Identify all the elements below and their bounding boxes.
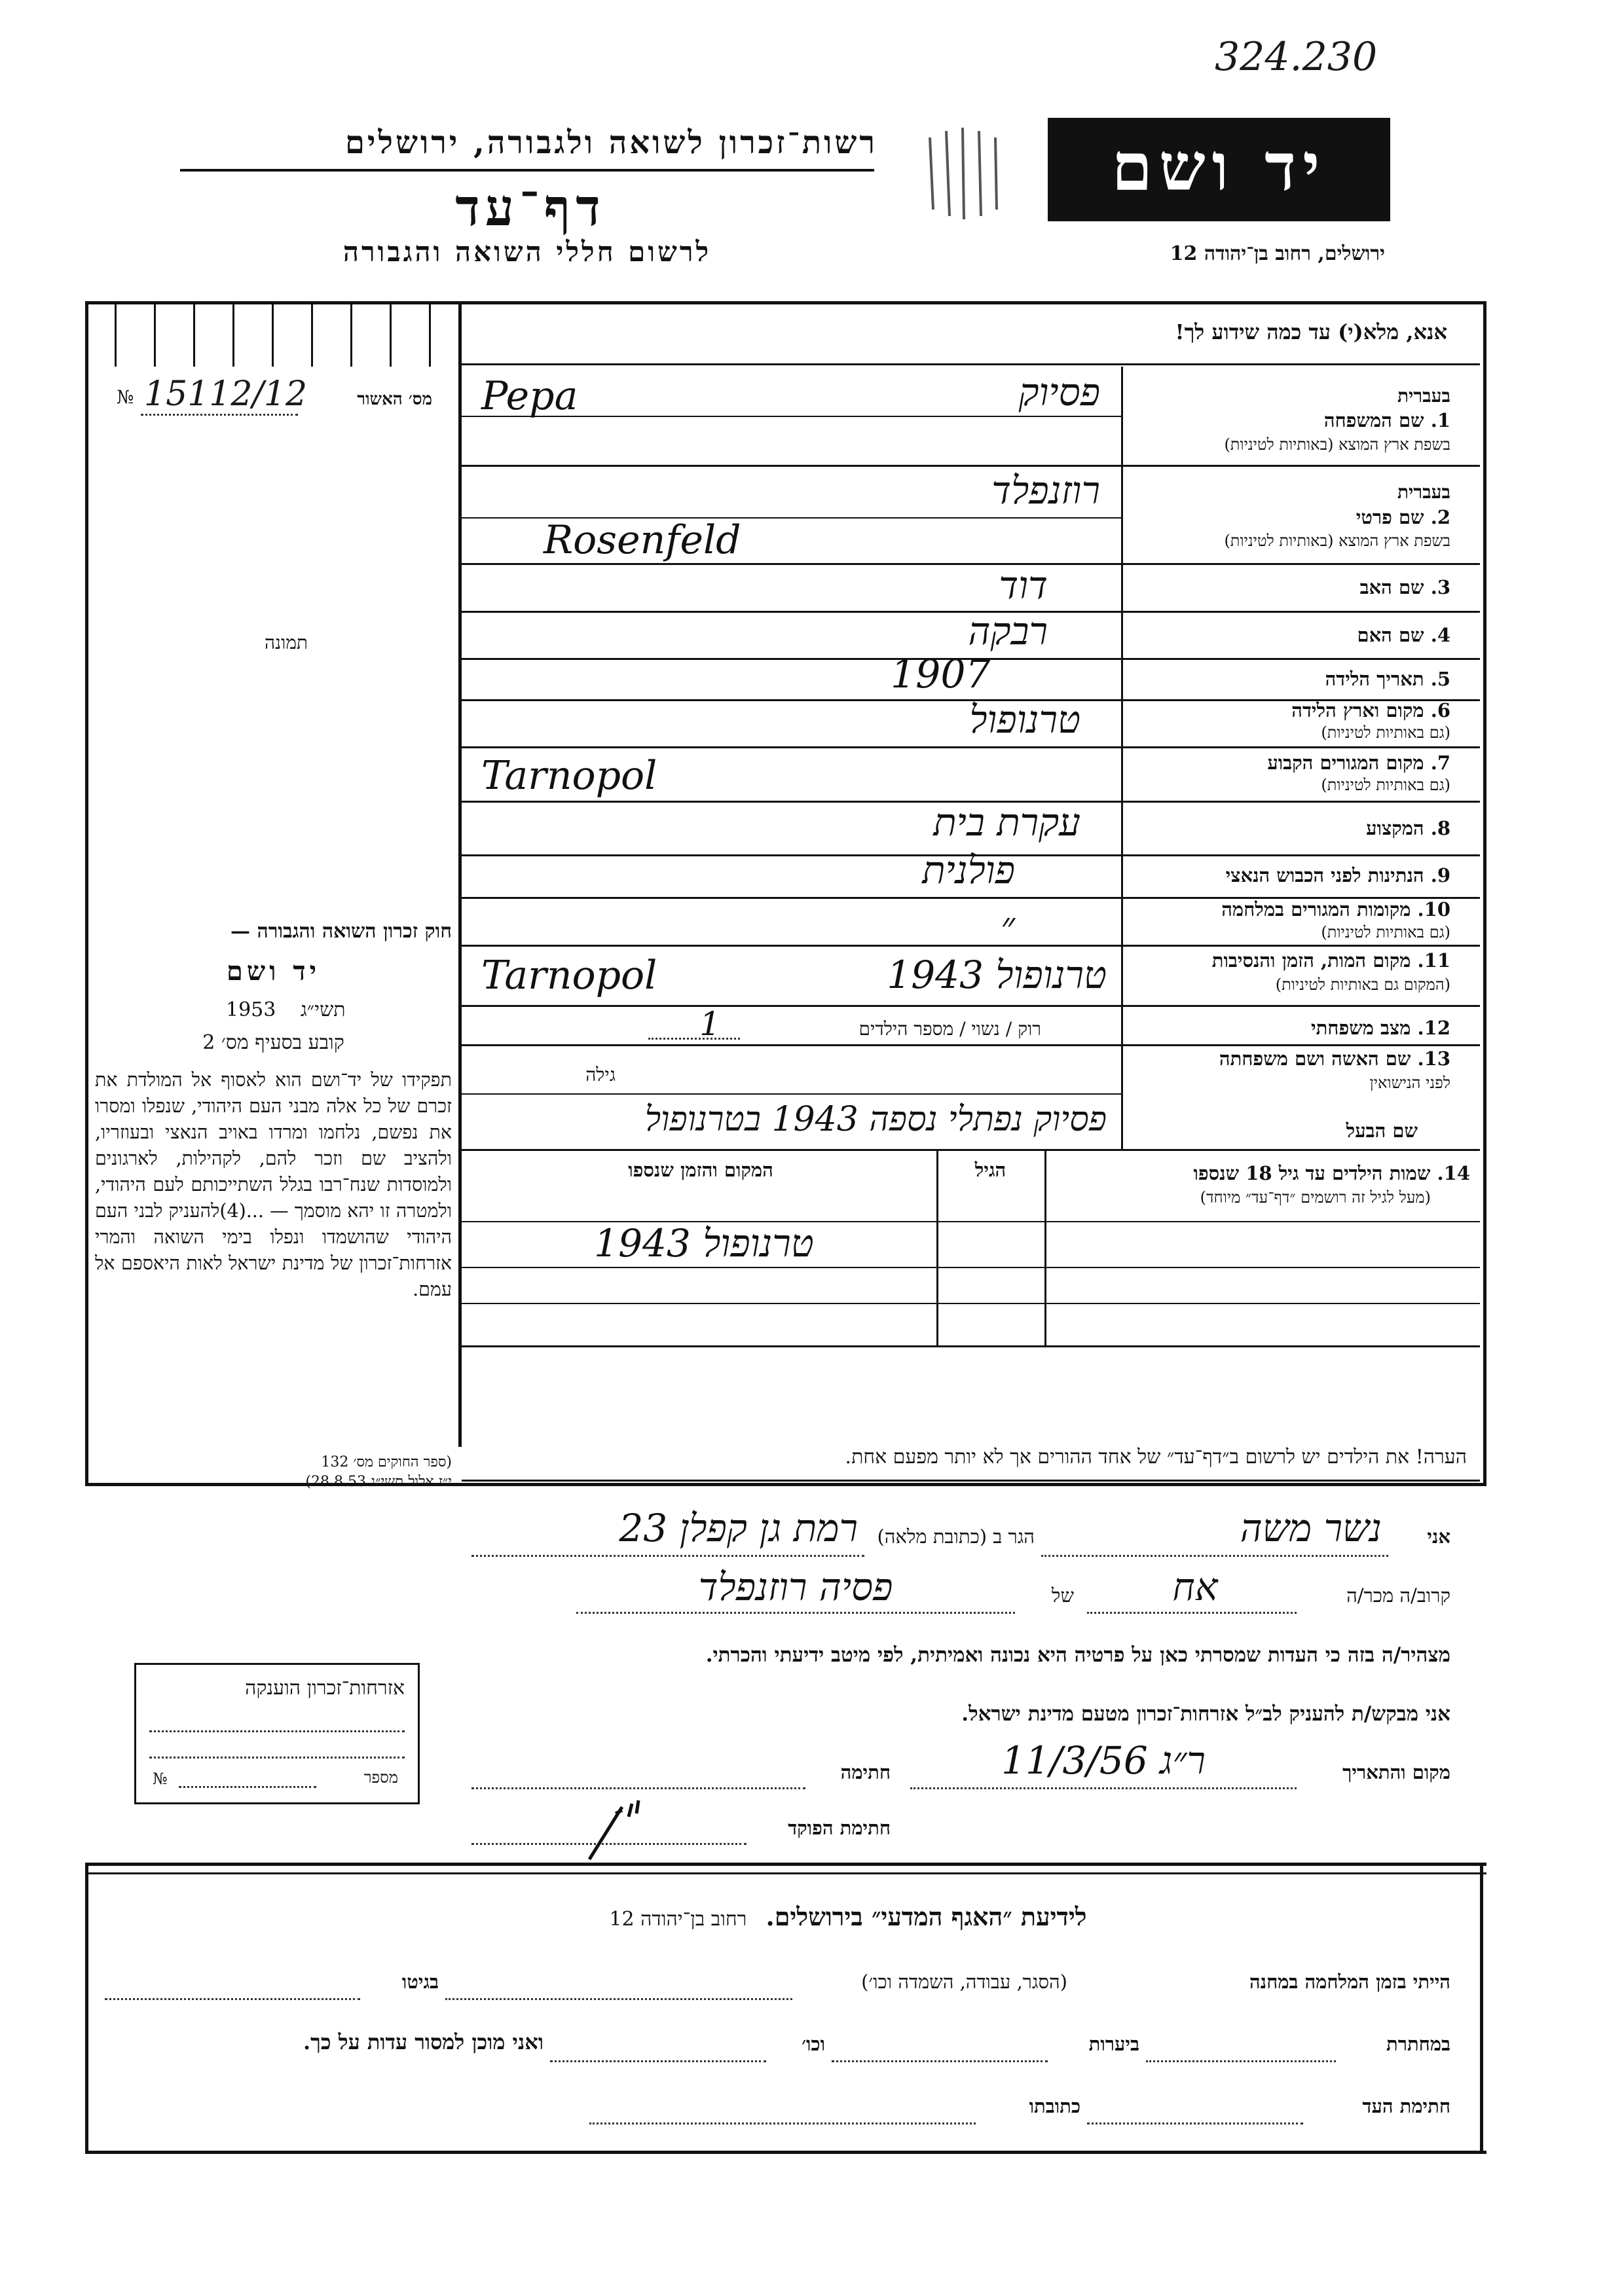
f1-latin-value: Pepa <box>481 373 578 419</box>
approval-no-symbol: № <box>117 386 134 408</box>
footer-line3-a: חתימת העד <box>1362 2095 1450 2117</box>
f12-children-value: 1 <box>699 1005 720 1043</box>
f14-hint: (מעל לגיל זה רושמים ״דף־עד״ מיוחד) <box>1200 1188 1431 1207</box>
f3-label: 3. שם האב <box>1359 576 1450 598</box>
f7-value: Tarnopol <box>481 753 657 799</box>
f3-value: דוד <box>999 563 1048 608</box>
f2-latin-value: Rosenfeld <box>544 517 741 563</box>
note-text: הערה! את הילדים יש לרשום ב״דף־עד״ של אחד ההורים אך לא יותר מפעם אחת. <box>845 1446 1467 1468</box>
f13-label: 13. שם האשה ושם משפחתה <box>1219 1048 1450 1070</box>
f2-latin-hint: בשפת ארץ המוצא (באותיות לטיניות) <box>1224 532 1450 550</box>
f14-age-header: הגיל <box>974 1159 1006 1181</box>
deceased-name: פסיה רוזנפלד <box>698 1565 893 1609</box>
photo-label: תמונה <box>264 632 308 653</box>
f4-label: 4. שם האם <box>1357 624 1450 646</box>
footer-line1-b: (הסגר, עבודה, השמדה וכו׳) <box>861 1971 1067 1993</box>
f12-label: 12. מצב משפחתי <box>1311 1017 1450 1039</box>
citizenship-no-symbol: № <box>153 1770 168 1788</box>
f12-options: רוק / נשוי / מספר הילדים <box>858 1018 1041 1040</box>
f14-label: 14. שמות הילדים עד גיל 18 שנספו <box>1193 1162 1470 1184</box>
approval-number: 15112/12 <box>144 374 308 414</box>
stamp-scribble-icon <box>917 111 1015 229</box>
law-body: תפקידו של יד־ושם הוא לאסוף אל המולדת את זכרם של כל אלה מבני העם היהודי, שנפלו ומסרו את נפשם, נלחמו ומרדו באויב הנאצי ובעוזריו, ולהציב שם וזכר להם, לקהילות, לארגונים ולמוסדות שנח־רבו בגלל השתייכותם לעם היהודי, ולמטרה זו יהא מוסמך — ...(4)להעניק לבני העם היהודי שהושמדו ונפלו בימי השואה והמרי אזרחות־זכרון של מדינת ישראל לאות היאספם אל עמם. <box>95 1069 452 1300</box>
footer-line1-c: בגיטו <box>401 1971 439 1993</box>
of-label: של <box>1051 1584 1074 1607</box>
f7-label: 7. מקום המגורים הקבוע <box>1267 752 1450 774</box>
authority-line: רשות־זכרון לשואה ולגבורה, ירושלים <box>344 124 877 161</box>
f8-label: 8. המקצוע <box>1366 817 1450 839</box>
logo-text: יד ושם <box>1111 128 1327 206</box>
f11-label: 11. מקום המות, הזמן והנסיבות <box>1211 949 1450 972</box>
signature-label: חתימה <box>840 1761 891 1783</box>
law-year-row <box>226 998 422 1021</box>
f1-hebrew-tag: בעברית <box>1397 385 1450 407</box>
law-source: (ספר החוקים מס׳ 132 <box>321 1454 452 1470</box>
instruction-text: אנא, מלא(י) עד כמה שידוע לך! <box>1175 319 1447 344</box>
f14-place-header: המקום והזמן שנספו <box>628 1159 773 1181</box>
place-date-value: ר״ג 11/3/56 <box>1001 1738 1206 1783</box>
law-year-hebrew: תשי״ג <box>300 998 346 1021</box>
f11-hint: (המקום גם באותיות לטיניות) <box>1275 975 1450 994</box>
f6-hint: (גם באותיות לטיניות) <box>1321 723 1450 742</box>
f1-hebrew-value: פסיוק <box>1018 370 1100 414</box>
footer-title: לידיעת ״האגף המדעי״ בירושלים. <box>766 1902 1087 1931</box>
relative-label: קרוב/ה מכר/ה <box>1346 1584 1450 1607</box>
f1-label: 1. שם המשפחה <box>1323 409 1450 431</box>
f6-value: טרנופול <box>969 697 1080 742</box>
header-address: ירושלים, רחוב בן־יהודה 12 <box>1170 242 1385 265</box>
relation-value: אח <box>1172 1565 1218 1609</box>
citizenship-box <box>134 1663 420 1804</box>
officer-label: חתימת הפוקד <box>788 1817 891 1839</box>
f6-label: 6. מקום וארץ הלידה <box>1291 699 1450 721</box>
f13-age-label: גילה <box>585 1064 616 1085</box>
declarant-i-label: אני <box>1427 1525 1450 1548</box>
f5-value: 1907 <box>891 651 991 697</box>
f14-row1-place: טרנופול 1943 <box>594 1221 814 1266</box>
f2-label: 2. שם פרטי <box>1356 506 1450 528</box>
archive-number: 324.230 <box>1215 34 1378 80</box>
f13-hint: לפני הנישואין <box>1369 1074 1450 1092</box>
law-clause: קובע בסעיף מס׳ 2 <box>202 1031 344 1054</box>
f5-label: 5. תאריך הלידה <box>1325 668 1450 690</box>
approval-label: מס׳ האשור <box>357 390 432 409</box>
husband-label: שם הבעל <box>1346 1120 1418 1142</box>
law-source-date: י״ז אלול תשי״ג 28.8.53) <box>305 1474 452 1490</box>
citizenship-title: אזרחות־זכרון הוענקה <box>245 1677 405 1700</box>
husband-value: פסיוק נפתלי נספה 1943 בטרנופול <box>644 1100 1107 1139</box>
form-subtitle: לרשום חללי השואה והגבורה <box>342 236 712 268</box>
declarant-address: רמת גן קפלן 23 <box>619 1506 858 1550</box>
footer-address: רחוב בן־יהודה 12 <box>609 1908 747 1931</box>
officer-signature-icon <box>576 1794 655 1866</box>
place-date-label: מקום והתאריך <box>1342 1761 1450 1783</box>
f11-latin-value: Tarnopol <box>481 953 657 998</box>
footer-line2-c: וכו׳ <box>802 2033 825 2055</box>
f8-value: עקרת בית <box>933 800 1080 845</box>
law-title: חוק זכרון השואה והגבורה — <box>231 920 452 943</box>
left-column-divider <box>458 304 462 1447</box>
citizenship-number-label: מספר <box>363 1768 398 1787</box>
f4-value: רבקה <box>968 609 1048 653</box>
authority-underline <box>180 169 874 172</box>
f9-label: 9. הנתינות לפני הכבוש הנאצי <box>1225 864 1450 886</box>
f10-value: ״ <box>1000 903 1015 948</box>
f10-hint: (גם באותיות לטיניות) <box>1321 923 1450 941</box>
law-name: יד ושם <box>226 956 321 987</box>
footer-line3-b: כתובתו <box>1029 2095 1080 2117</box>
approval-tick-boxes <box>88 304 458 367</box>
f11-hebrew-value: טרנופול 1943 <box>887 953 1107 997</box>
declaration-text: מצהיר/ה בזה כי העדות שמסרתי כאן על פרטיה היא נכונה ואמיתית, לפי מיטב ידיעתי והכרתי. <box>705 1643 1450 1667</box>
f2-hebrew-tag: בעברית <box>1397 481 1450 503</box>
law-year: 1953 <box>226 998 276 1021</box>
footer-line2-d: ואני מוכן למסור עדות על כך. <box>303 2030 544 2054</box>
yad-vashem-logo <box>1048 118 1390 221</box>
f1-latin-hint: בשפת ארץ המוצא (באותיות לטיניות) <box>1224 435 1450 454</box>
footer-line2-a: במחתרת <box>1386 2033 1450 2055</box>
footer-line1-a: הייתי בזמן המלחמה במחנה <box>1249 1971 1450 1993</box>
request-text: אני מבקש/ת להעניק לב״ל אזרחות־זכרון מטעם מדינת ישראל. <box>961 1702 1450 1726</box>
f9-value: פולנית <box>922 848 1015 892</box>
f10-label: 10. מקומות המגורים במלחמה <box>1221 898 1450 920</box>
form-title: דף־עד <box>455 178 606 238</box>
f7-hint: (גם באותיות לטיניות) <box>1321 776 1450 794</box>
f2-hebrew-value: רוזנפלד <box>991 468 1100 513</box>
declarant-name: נשר משה <box>1240 1506 1382 1550</box>
declarant-resident-label: הגר ב (כתובת מלאה) <box>877 1525 1035 1548</box>
footer-heading <box>504 1902 1192 1932</box>
footer-line2-b: ביערות <box>1088 2033 1139 2055</box>
